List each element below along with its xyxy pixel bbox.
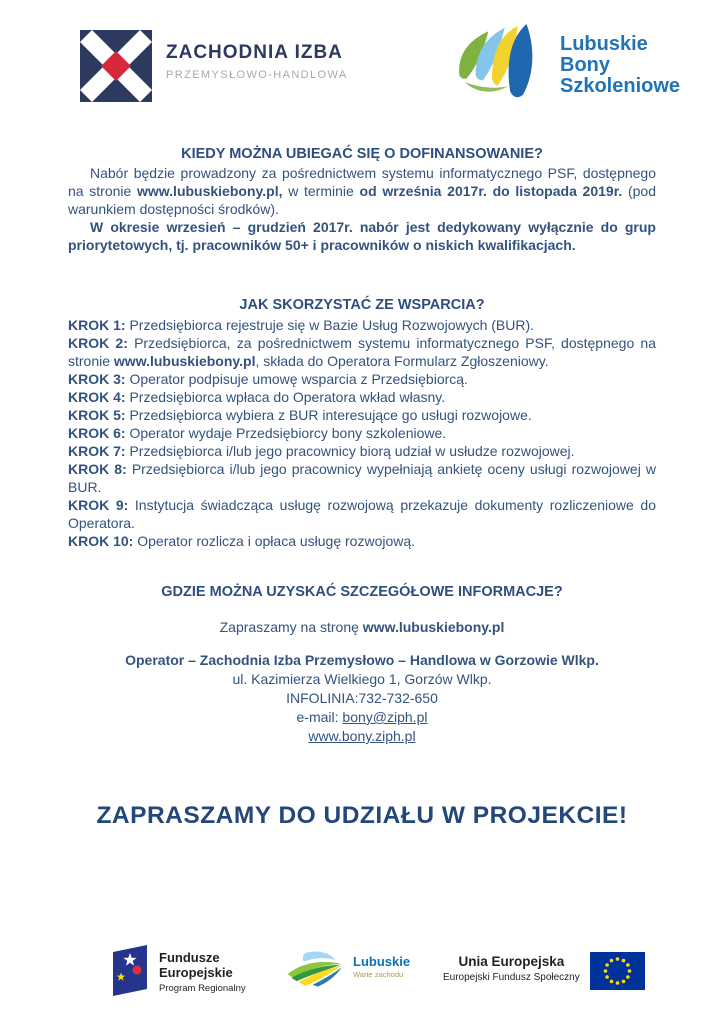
step-label: KROK 5: (68, 407, 126, 423)
step-label: KROK 10: (68, 533, 134, 549)
section-when (68, 145, 656, 254)
lubuskie-name: Lubuskie (353, 954, 411, 969)
ziph-title: ZACHODNIA IZBA (166, 42, 343, 63)
section-where (68, 583, 656, 746)
email-link[interactable]: bony@ziph.pl (342, 709, 428, 725)
ue-subtitle: Europejski Fundusz Społeczny (443, 972, 580, 983)
when-paragraph-1: Nabór będzie prowadzony za pośrednictwem systemu informatycznego PSF, dostępnego na stronie www.lubuskiebony.pl, w terminie od września 2017r. do listopada 2019r. (pod warunkiem dostępności środków). (68, 165, 657, 217)
step-line: KROK 6: Operator wydaje Przedsiębiorcy bony szkoleniowe. (68, 425, 447, 441)
steps-list (68, 316, 656, 550)
lubuskie-logo (286, 947, 410, 994)
address-line: ul. Kazimierza Wielkiego 1, Gorzów Wlkp. (232, 671, 492, 687)
fe-flag-icon (110, 943, 150, 1002)
step-line: KROK 1: Przedsiębiorca rejestruje się w Bazie Usług Rozwojowych (BUR). (68, 317, 535, 333)
section-where-heading: GDZIE MOŻNA UZYSKAĆ SZCZEGÓŁOWE INFORMACJE? (161, 584, 563, 600)
step-line: KROK 2: Przedsiębiorca, za pośrednictwem systemu informatycznego PSF, dostępnego na stronie www.lubuskiebony.pl, składa do Operatora Formularz Zgłoszeniowy. (68, 335, 657, 369)
unia-europejska-logo (443, 952, 645, 995)
fe-title-line1: Fundusze (159, 950, 220, 965)
step-label: KROK 8: (68, 461, 127, 477)
step-label: KROK 3: (68, 371, 126, 387)
fe-title-line2: Europejskie (159, 965, 233, 980)
step-label: KROK 7: (68, 443, 126, 459)
lbs-line3: Szkoleniowe (560, 75, 681, 97)
step-line: KROK 4: Przedsiębiorca wpłaca do Operatora wkład własny. (68, 389, 446, 405)
closing-headline: ZAPRASZAMY DO UDZIAŁU W PROJEKCIE! (96, 802, 628, 829)
lbs-line1: Lubuskie (560, 33, 648, 55)
ziph-monogram-icon (80, 30, 152, 107)
fe-subtitle: Program Regionalny (159, 983, 246, 994)
section-when-heading: KIEDY MOŻNA UBIEGAĆ SIĘ O DOFINANSOWANIE? (181, 146, 543, 162)
lbs-line2: Bony (560, 54, 610, 76)
fundusze-europejskie-logo (110, 943, 246, 1002)
step-line: KROK 8: Przedsiębiorca i/lub jego pracownicy wypełniają ankietę oceny usługi rozwojowej w BUR. (68, 461, 656, 495)
step-line: KROK 7: Przedsiębiorca i/lub jego pracownicy biorą udział w usłudze rozwojowej. (68, 443, 575, 459)
email-line (68, 708, 656, 727)
operator-line: Operator – Zachodnia Izba Przemysłowo – Handlowa w Gorzowie Wlkp. (125, 652, 599, 668)
ue-title: Unia Europejska (458, 954, 565, 969)
when-paragraph-2: W okresie wrzesień – grudzień 2017r. nabór jest dedykowany wyłącznie do grup priorytetowych, tj. pracowników 50+ i pracowników o niskich kwalifikacjach. (68, 219, 656, 253)
ziph-subtitle: PRZEMYSŁOWO-HANDLOWA (166, 69, 348, 81)
step-line: KROK 3: Operator podpisuje umowę wsparcia z Przedsiębiorcą. (68, 371, 468, 387)
site-link[interactable]: www.bony.ziph.pl (308, 728, 416, 744)
step-label: KROK 1: (68, 317, 126, 333)
step-label: KROK 2: (68, 335, 128, 351)
step-line: KROK 10: Operator rozlicza i opłaca usługę rozwojową. (68, 533, 416, 549)
invite-line: Zapraszamy na stronę www.lubuskiebony.pl (219, 619, 505, 635)
step-label: KROK 9: (68, 497, 129, 513)
site-line (68, 727, 656, 746)
footer-logos (0, 935, 724, 1020)
eu-flag-icon (590, 952, 645, 995)
lubuskie-slogan: Warte zachodu (353, 970, 404, 979)
section-how-heading: JAK SKORZYSTAĆ ZE WSPARCIA? (239, 297, 485, 313)
ziph-logo (80, 30, 348, 107)
lubuskie-swoosh-icon (286, 947, 348, 994)
step-label: KROK 4: (68, 389, 126, 405)
step-line: KROK 9: Instytucja świadcząca usługę rozwojową przekazuje dokumenty rozliczeniowe do Operatora. (68, 497, 656, 531)
section-how (68, 296, 656, 550)
infoline: INFOLINIA:732-732-650 (286, 690, 438, 706)
leaves-icon (452, 16, 552, 117)
lubuskie-bony-logo (452, 16, 680, 117)
step-label: KROK 6: (68, 425, 126, 441)
step-line: KROK 5: Przedsiębiorca wybiera z BUR interesujące go usługi rozwojowe. (68, 407, 532, 423)
email-label: e-mail: (296, 709, 343, 725)
